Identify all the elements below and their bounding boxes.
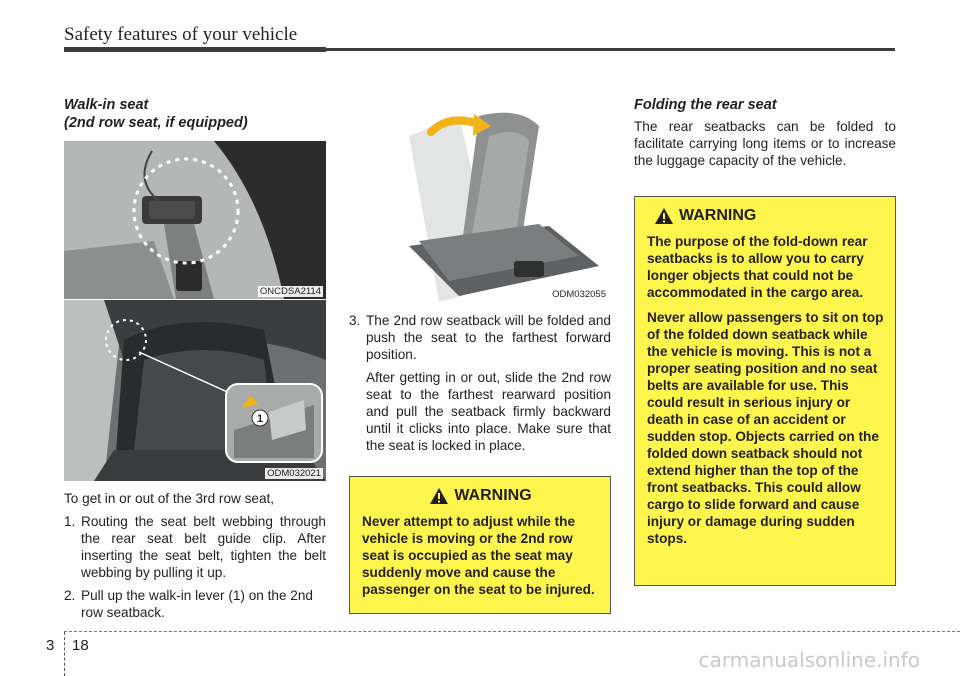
walk-in-instructions xyxy=(64,490,326,627)
warning-title-row-folding xyxy=(647,207,885,225)
walk-in-seat-heading xyxy=(64,96,248,132)
folding-intro: The rear seatbacks can be folded to facilitate carrying long items or to increase the luggage capacity of the vehicle. xyxy=(634,119,896,168)
footer-rule xyxy=(64,631,960,632)
warning-text-folding xyxy=(647,233,885,547)
photo2-caption: ODM032021 xyxy=(267,468,321,479)
warning-title-row xyxy=(362,487,600,505)
step1-text: Routing the seat belt webbing through the rear seat belt guide clip. After inserting the seat belt, tighten the belt webbing by pulling it up. xyxy=(81,514,326,580)
walk-in-step-1 xyxy=(64,513,326,581)
walk-in-heading-line1: Walk-in seat xyxy=(64,97,149,113)
seat-fold-illustration xyxy=(349,96,611,302)
seat-belt-guide-illustration xyxy=(64,141,326,299)
photo1-caption: ONCDSA2114 xyxy=(259,286,321,297)
warning-title-folding: WARNING xyxy=(679,207,757,224)
folding-rear-seat-heading: Folding the rear seat xyxy=(634,97,777,113)
warning-folding-p2: Never allow passengers to sit on top of the folded down seatback while the vehicle is moving. This is not a proper seating position and no seat belts are available for use. This could result in serious injury or death in case of an accident or sudden stop. Objects carried on the folded down seatback should not extend higher than the top of the front seatbacks. This could allow cargo to slide forward and cause injury or damage during sudden stops. xyxy=(647,310,884,546)
step3-text: The 2nd row seatback will be folded and push the seat to the farthest forward position. xyxy=(366,313,611,362)
seat-fold-photo xyxy=(349,96,611,302)
seat-belt-guide-photo xyxy=(64,141,326,299)
walk-in-heading-line2: (2nd row seat, if equipped) xyxy=(64,115,248,131)
lever-callout-number: 1 xyxy=(256,413,264,425)
photo3-caption: ODM032055 xyxy=(552,289,606,300)
step1-number: 1. xyxy=(64,514,76,529)
fold-step-instructions xyxy=(349,312,611,460)
warning-triangle-icon xyxy=(430,488,448,504)
warning-triangle-icon xyxy=(655,208,673,224)
step2-number: 2. xyxy=(64,588,76,603)
warning-title: WARNING xyxy=(454,487,532,504)
walk-in-step-3 xyxy=(349,312,611,454)
warning-box-adjust xyxy=(349,476,611,614)
walk-in-intro: To get in or out of the 3rd row seat, xyxy=(64,491,275,506)
step3-followup-text: After getting in or out, slide the 2nd row seat to the farthest rearward position and pull the seatback firmly backward until it clicks into place. Make sure that the seat is locked in place. xyxy=(366,370,611,453)
page-header-title: Safety features of your vehicle xyxy=(64,24,298,45)
warning-folding-p1: The purpose of the fold-down rear seatbacks is to allow you to carry longer objects that could not be accommodated in the cargo area. xyxy=(647,234,868,300)
step3-number: 3. xyxy=(349,313,361,328)
warning-box-folding xyxy=(634,196,896,586)
warning-text-adjust: Never attempt to adjust while the vehicle is moving or the 2nd row seat is occupied as the seat may suddenly move and cause the passenger on the seat to be injured. xyxy=(362,514,595,597)
walk-in-lever-photo xyxy=(64,300,326,481)
page-number: 18 xyxy=(72,637,89,654)
watermark: carmanualsonline.info xyxy=(698,648,920,672)
header-rule-accent xyxy=(64,47,326,52)
walk-in-step-2 xyxy=(64,587,326,621)
footer-divider xyxy=(64,632,65,676)
step2-text: Pull up the walk-in lever (1) on the 2nd row seatback. xyxy=(81,588,313,620)
walk-in-lever-illustration xyxy=(64,300,326,481)
chapter-number: 3 xyxy=(46,637,55,654)
